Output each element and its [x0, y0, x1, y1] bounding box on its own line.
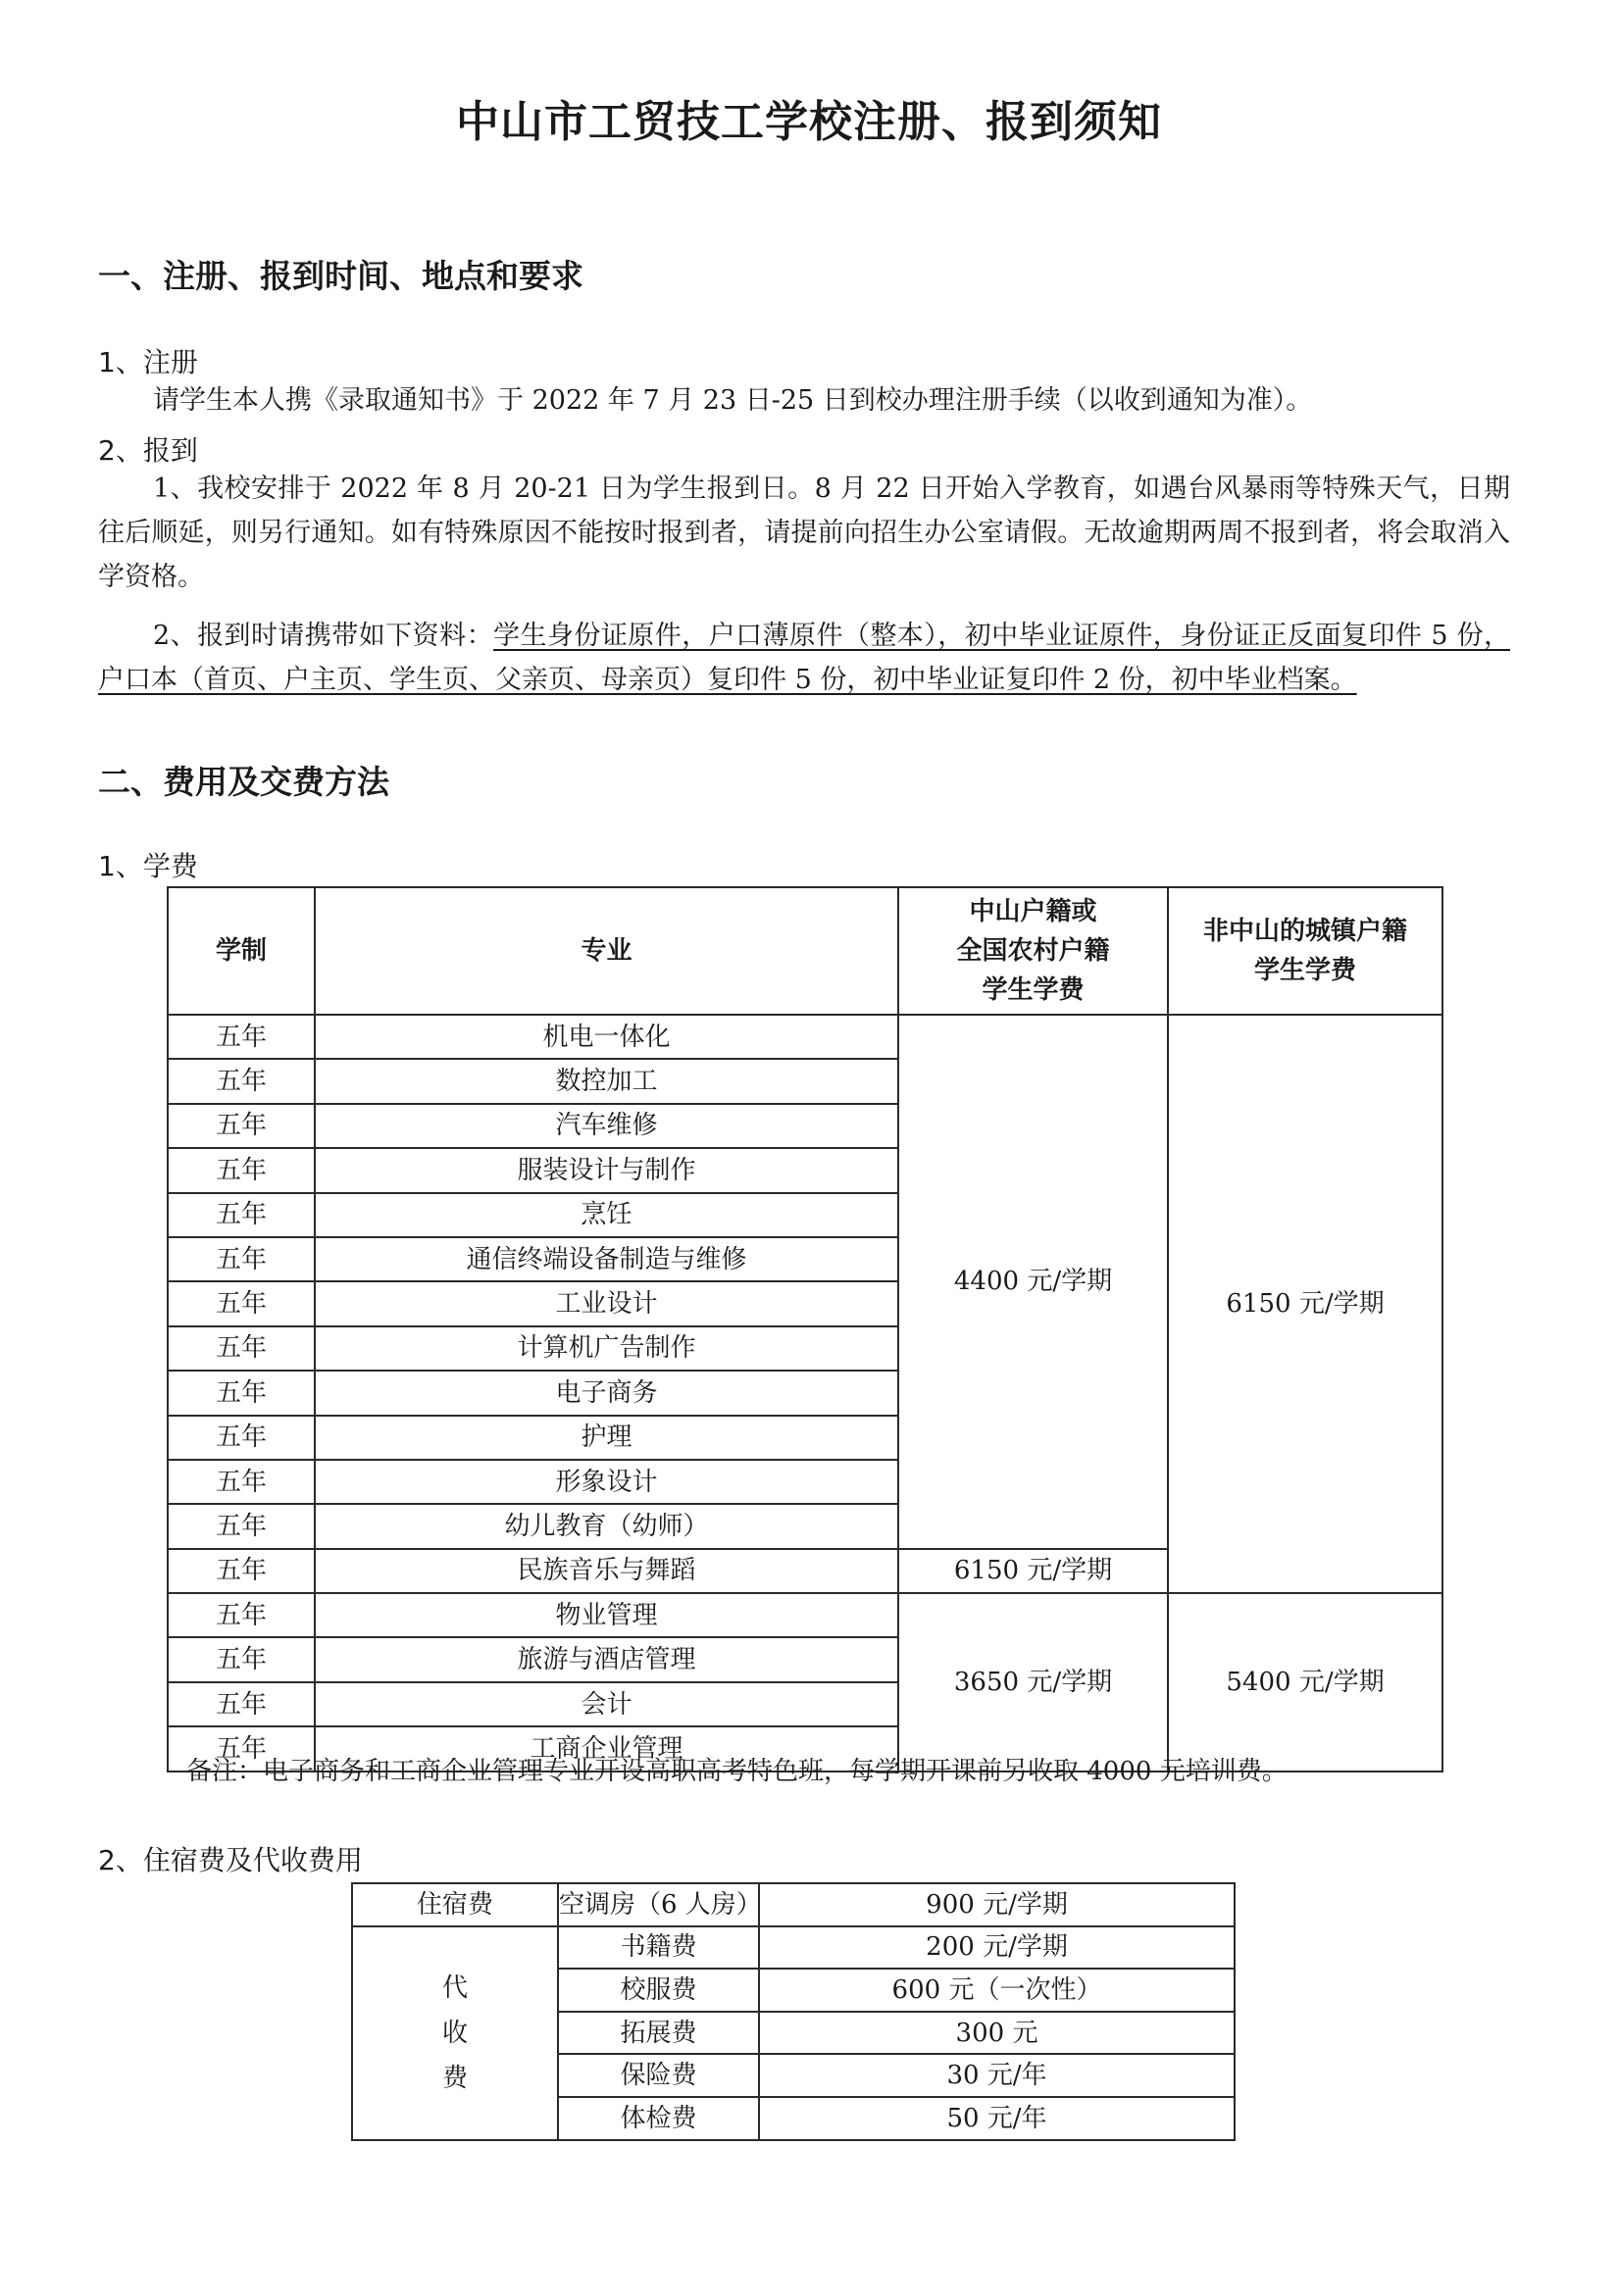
table-row	[352, 1883, 1235, 1926]
accommodation-label: 住宿费	[352, 1883, 558, 1926]
collect-fee-label: 代 收 费	[352, 1926, 558, 2140]
collect-item: 体检费	[558, 2097, 759, 2140]
major-cell: 汽车维修	[315, 1104, 898, 1148]
header-system: 学制	[168, 887, 315, 1015]
system-cell: 五年	[168, 1237, 315, 1281]
non-zs-fee-group1: 6150 元/学期	[1168, 1015, 1442, 1593]
report-item-1: 1、我校安排于 2022 年 8 月 20-21 日为学生报到日。8 月 22 日开始入学教育，如遇台风暴雨等特殊天气，日期往后顺延，则另行通知。如有特殊原因不能按时报到者，请提前向招生办公室请假。无故逾期两周不报到者，将会取消入学资格。	[98, 474, 1510, 592]
system-cell: 五年	[168, 1637, 315, 1681]
tuition-table	[167, 886, 1443, 1772]
zs-fee-group2: 6150 元/学期	[898, 1549, 1168, 1593]
system-cell: 五年	[168, 1148, 315, 1192]
table-row	[352, 1926, 1235, 1970]
major-cell: 会计	[315, 1682, 898, 1726]
system-cell: 五年	[168, 1059, 315, 1103]
register-text: 请学生本人携《录取通知书》于 2022 年 7 月 23 日-25 日到校办理注册手续（以收到通知为准）。	[153, 385, 1313, 416]
table-row	[168, 1015, 1442, 1059]
system-cell: 五年	[168, 1281, 315, 1325]
section2-heading: 二、费用及交费方法	[98, 763, 389, 801]
system-cell: 五年	[168, 1682, 315, 1726]
major-cell: 幼儿教育（幼师）	[315, 1504, 898, 1548]
collect-fee: 600 元（一次性）	[759, 1969, 1235, 2012]
system-cell: 五年	[168, 1326, 315, 1371]
accommodation-item: 空调房（6 人房）	[558, 1883, 759, 1926]
dorm-heading: 2、住宿费及代收费用	[98, 1844, 363, 1876]
system-cell: 五年	[168, 1549, 315, 1593]
major-cell: 形象设计	[315, 1460, 898, 1504]
dorm-fee-table	[351, 1882, 1236, 2141]
accommodation-fee: 900 元/学期	[759, 1883, 1235, 1926]
collect-item: 保险费	[558, 2054, 759, 2097]
tuition-note: 备注：电子商务和工商企业管理专业开设高职高考特色班，每学期开课前另收取 4000 元培训费。	[186, 1757, 1288, 1786]
system-cell: 五年	[168, 1504, 315, 1548]
major-cell: 烹饪	[315, 1193, 898, 1237]
page-title: 中山市工贸技工学校注册、报到须知	[456, 97, 1162, 147]
system-cell: 五年	[168, 1593, 315, 1637]
major-cell: 数控加工	[315, 1059, 898, 1103]
zs-fee-group1: 4400 元/学期	[898, 1015, 1168, 1549]
major-cell: 工业设计	[315, 1281, 898, 1325]
system-cell: 五年	[168, 1104, 315, 1148]
system-cell: 五年	[168, 1416, 315, 1460]
collect-item: 校服费	[558, 1969, 759, 2012]
register-heading: 1、注册	[98, 346, 198, 378]
major-cell: 服装设计与制作	[315, 1148, 898, 1192]
section1-heading: 一、注册、报到时间、地点和要求	[98, 257, 583, 295]
header-zs-fee: 中山户籍或 全国农村户籍 学生学费	[898, 887, 1168, 1015]
tuition-header-row	[168, 887, 1442, 1015]
header-non-zs-fee: 非中山的城镇户籍 学生学费	[1168, 887, 1442, 1015]
collect-fee: 30 元/年	[759, 2054, 1235, 2097]
major-cell: 机电一体化	[315, 1015, 898, 1059]
report-item-2	[98, 614, 1510, 702]
system-cell: 五年	[168, 1726, 315, 1771]
major-cell: 通信终端设备制造与维修	[315, 1237, 898, 1281]
tuition-heading: 1、学费	[98, 850, 198, 882]
collect-fee: 300 元	[759, 2012, 1235, 2055]
report-item-2-prefix: 2、报到时请携带如下资料：	[153, 621, 494, 651]
major-cell: 民族音乐与舞蹈	[315, 1549, 898, 1593]
report-heading: 2、报到	[98, 434, 198, 467]
system-cell: 五年	[168, 1460, 315, 1504]
table-row	[168, 1593, 1442, 1637]
collect-fee: 200 元/学期	[759, 1926, 1235, 1970]
collect-item: 书籍费	[558, 1926, 759, 1970]
system-cell: 五年	[168, 1371, 315, 1415]
system-cell: 五年	[168, 1015, 315, 1059]
header-major: 专业	[315, 887, 898, 1015]
report-materials: 学生身份证原件，户口薄原件（整本），初中毕业证原件，身份证正反面复印件 5 份，户口本（首页、户主页、学生页、父亲页、母亲页）复印件 5 份，初中毕业证复印件 2 份，初中毕业档案。	[98, 621, 1511, 695]
non-zs-fee-group2: 5400 元/学期	[1168, 1593, 1442, 1772]
major-cell: 旅游与酒店管理	[315, 1637, 898, 1681]
major-cell: 工商企业管理	[315, 1726, 898, 1771]
collect-fee: 50 元/年	[759, 2097, 1235, 2140]
major-cell: 电子商务	[315, 1371, 898, 1415]
major-cell: 物业管理	[315, 1593, 898, 1637]
collect-item: 拓展费	[558, 2012, 759, 2055]
major-cell: 计算机广告制作	[315, 1326, 898, 1371]
major-cell: 护理	[315, 1416, 898, 1460]
zs-fee-group3: 3650 元/学期	[898, 1593, 1168, 1772]
system-cell: 五年	[168, 1193, 315, 1237]
